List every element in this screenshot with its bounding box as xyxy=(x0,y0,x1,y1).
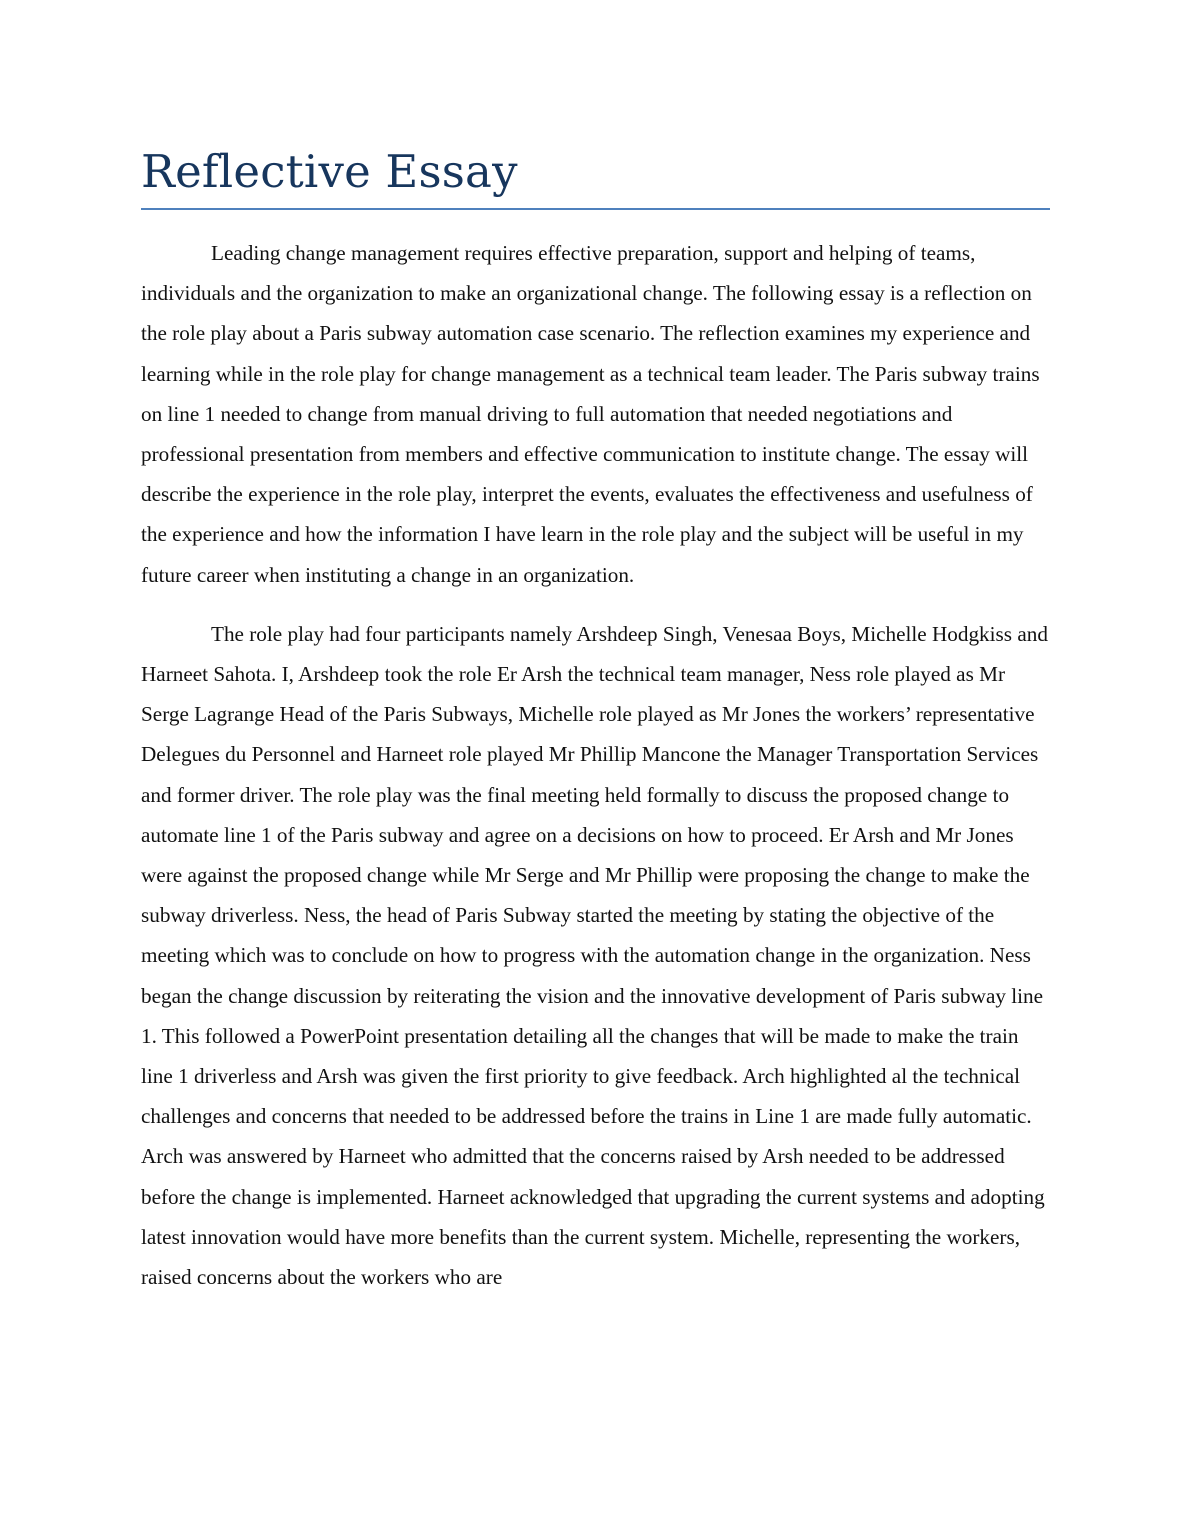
paragraph-role-play: The role play had four participants namely Arshdeep Singh, Venesaa Boys, Michelle Hodgkiss and Harneet Sahota. I, Arshdeep took the role Er Arsh the technical team manager, Ness role played as Mr Serge Lagrange Head of the Paris Subways, Michelle role played as Mr Jones the workers’ representative Delegues du Personnel and Harneet role played Mr Phillip Mancone the Manager Transportation Services and former driver. The role play was the final meeting held formally to discuss the proposed change to automate line 1 of the Paris subway and agree on a decisions on how to proceed. Er Arsh and Mr Jones were against the proposed change while Mr Serge and Mr Phillip were proposing the change to make the subway driverless. Ness, the head of Paris Subway started the meeting by stating the objective of the meeting which was to conclude on how to progress with the automation change in the organization. Ness began the change discussion by reiterating the vision and the innovative development of Paris subway line 1. This followed a PowerPoint presentation detailing all the changes that will be made to make the train line 1 driverless and Arsh was given the first priority to give feedback. Arch highlighted al the technical challenges and concerns that needed to be addressed before the trains in Line 1 are made fully automatic. Arch was answered by Harneet who admitted that the concerns raised by Arsh needed to be addressed before the change is implemented. Harneet acknowledged that upgrading the current systems and adopting latest innovation would have more benefits than the current system. Michelle, representing the workers, raised concerns about the workers who are xyxy=(141,621,1048,1290)
document-body xyxy=(141,138,1050,1297)
document-title: Reflective Essay xyxy=(141,145,518,198)
title-divider xyxy=(141,208,1050,210)
paragraph-introduction: Leading change management requires effective preparation, support and helping of teams, individuals and the organization to make an organizational change. The following essay is a reflection on the role play about a Paris subway automation case scenario. The reflection examines my experience and learning while in the role play for change management as a technical team leader. The Paris subway trains on line 1 needed to change from manual driving to full automation that needed negotiations and professional presentation from members and effective communication to institute change. The essay will describe the experience in the role play, interpret the events, evaluates the effectiveness and usefulness of the experience and how the information I have learn in the role play and the subject will be useful in my future career when instituting a change in an organization. xyxy=(141,241,1040,587)
